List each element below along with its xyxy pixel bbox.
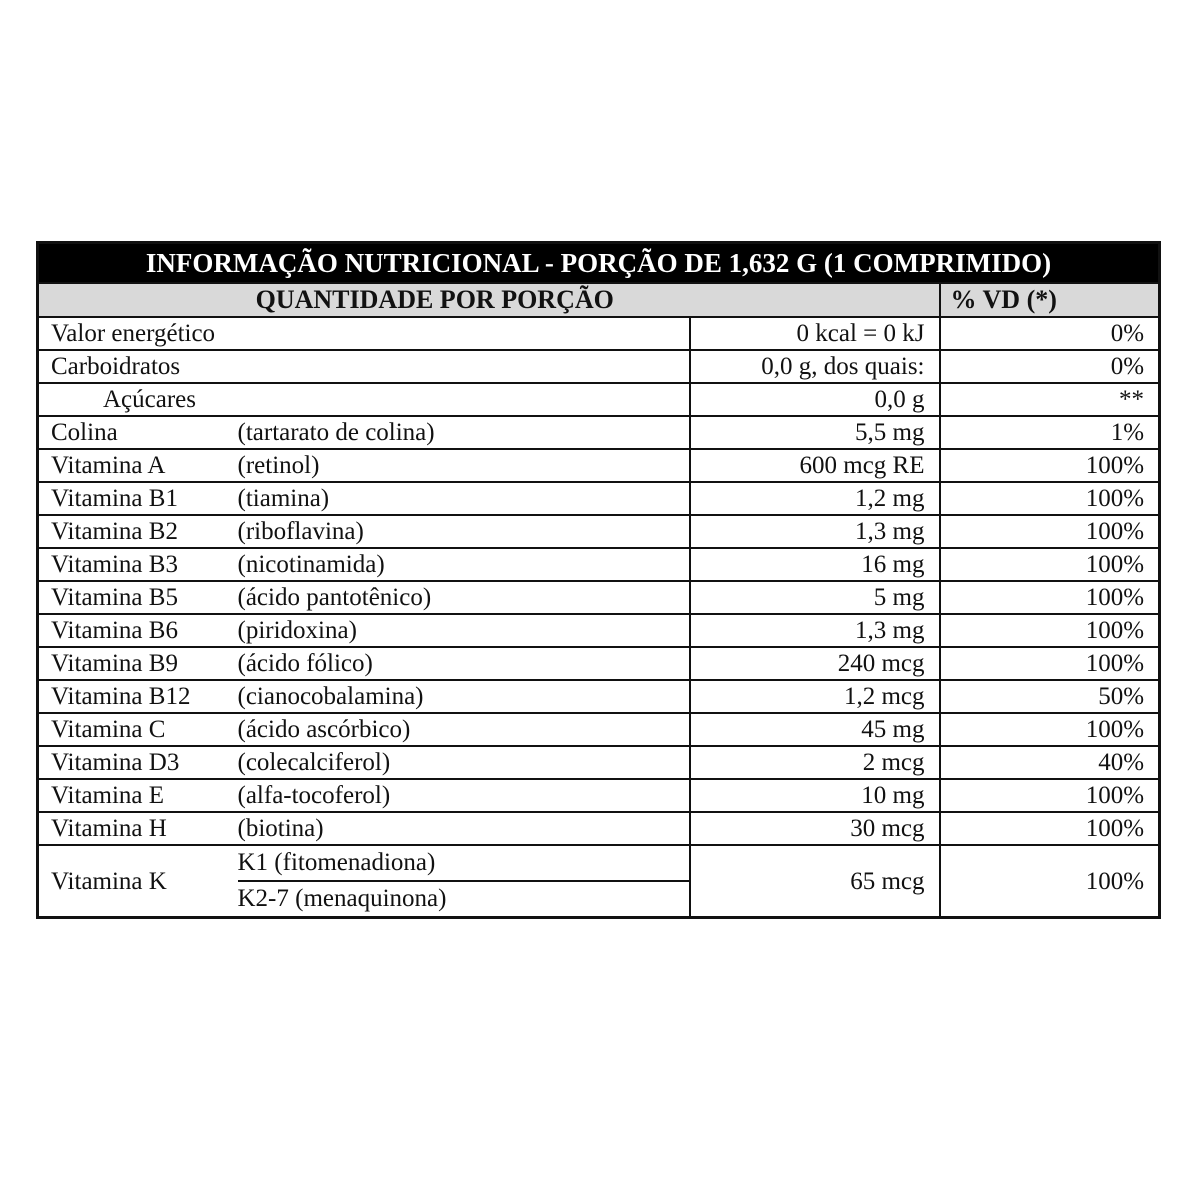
nutrient-name: Vitamina B5 — [38, 581, 238, 614]
nutrient-name: Valor energético — [38, 317, 690, 350]
nutrient-dv: 1% — [940, 416, 1160, 449]
nutrient-dv: 100% — [940, 581, 1160, 614]
table-row — [38, 581, 1160, 614]
nutrient-form: (alfa-tocoferol) — [238, 779, 690, 812]
table-row — [38, 350, 1160, 383]
nutrient-amount: 65 mcg — [690, 845, 940, 918]
nutrient-dv: 100% — [940, 647, 1160, 680]
nutrient-name: Açúcares — [38, 383, 690, 416]
table-row-vitamin-k — [38, 845, 1160, 918]
nutrient-name: Vitamina H — [38, 812, 238, 845]
nutrient-name: Vitamina B9 — [38, 647, 238, 680]
table-row — [38, 647, 1160, 680]
table-row — [38, 779, 1160, 812]
table-row — [38, 713, 1160, 746]
nutrient-amount: 0,0 g, dos quais: — [690, 350, 940, 383]
nutrient-name: Colina — [38, 416, 238, 449]
table-row — [38, 416, 1160, 449]
nutrient-form: (ácido ascórbico) — [238, 713, 690, 746]
nutrient-dv: ** — [940, 383, 1160, 416]
nutrient-form: (riboflavina) — [238, 515, 690, 548]
table-row — [38, 680, 1160, 713]
nutrient-amount: 45 mg — [690, 713, 940, 746]
nutrient-form: (tiamina) — [238, 482, 690, 515]
table-row — [38, 548, 1160, 581]
nutrient-dv: 100% — [940, 779, 1160, 812]
nutrient-amount: 10 mg — [690, 779, 940, 812]
nutrition-facts-table — [36, 241, 1161, 919]
nutrient-amount: 5 mg — [690, 581, 940, 614]
nutrient-dv: 100% — [940, 548, 1160, 581]
header-row — [38, 283, 1160, 317]
nutrient-form: (ácido pantotênico) — [238, 581, 690, 614]
nutrient-dv: 100% — [940, 812, 1160, 845]
table-row — [38, 746, 1160, 779]
nutrient-amount: 2 mcg — [690, 746, 940, 779]
nutrient-dv: 100% — [940, 515, 1160, 548]
nutrient-dv: 40% — [940, 746, 1160, 779]
nutrient-amount: 240 mcg — [690, 647, 940, 680]
nutrient-form: (piridoxina) — [238, 614, 690, 647]
nutrient-name: Vitamina K — [38, 845, 238, 918]
nutrient-form: (biotina) — [238, 812, 690, 845]
nutrient-name: Vitamina B6 — [38, 614, 238, 647]
nutrient-amount: 1,3 mg — [690, 515, 940, 548]
nutrient-amount: 0,0 g — [690, 383, 940, 416]
table-row — [38, 449, 1160, 482]
table-row — [38, 812, 1160, 845]
nutrient-dv: 100% — [940, 614, 1160, 647]
nutrient-form: (ácido fólico) — [238, 647, 690, 680]
nutrient-name: Vitamina B1 — [38, 482, 238, 515]
nutrient-name: Carboidratos — [38, 350, 690, 383]
nutrient-name: Vitamina A — [38, 449, 238, 482]
table-row — [38, 614, 1160, 647]
nutrient-form: (nicotinamida) — [238, 548, 690, 581]
nutrient-dv: 0% — [940, 350, 1160, 383]
vitamin-k1-form: K1 (fitomenadiona) — [238, 846, 689, 882]
vitamin-k-forms — [238, 845, 690, 918]
nutrient-name: Vitamina C — [38, 713, 238, 746]
nutrient-name: Vitamina B3 — [38, 548, 238, 581]
table-row — [38, 482, 1160, 515]
nutrient-amount: 1,2 mg — [690, 482, 940, 515]
daily-value-header: % VD (*) — [940, 283, 1160, 317]
nutrient-form: (cianocobalamina) — [238, 680, 690, 713]
table-row — [38, 515, 1160, 548]
nutrient-dv: 0% — [940, 317, 1160, 350]
vitamin-k2-form: K2-7 (menaquinona) — [237, 885, 447, 912]
table-row — [38, 317, 1160, 350]
nutrient-name: Vitamina D3 — [38, 746, 238, 779]
nutrient-dv: 100% — [940, 845, 1160, 918]
nutrient-dv: 100% — [940, 482, 1160, 515]
table-title: INFORMAÇÃO NUTRICIONAL - PORÇÃO DE 1,632 G (1 COMPRIMIDO) — [38, 243, 1160, 284]
nutrient-amount: 1,2 mcg — [690, 680, 940, 713]
nutrient-name: Vitamina E — [38, 779, 238, 812]
quantity-header: QUANTIDADE POR PORÇÃO — [38, 283, 940, 317]
nutrient-form: (retinol) — [238, 449, 690, 482]
nutrient-form: (tartarato de colina) — [238, 416, 690, 449]
nutrient-amount: 1,3 mg — [690, 614, 940, 647]
nutrient-amount: 30 mcg — [690, 812, 940, 845]
nutrient-dv: 50% — [940, 680, 1160, 713]
nutrient-dv: 100% — [940, 713, 1160, 746]
nutrient-amount: 0 kcal = 0 kJ — [690, 317, 940, 350]
nutrient-dv: 100% — [940, 449, 1160, 482]
title-row — [38, 243, 1160, 284]
nutrient-amount: 16 mg — [690, 548, 940, 581]
nutrient-name: Vitamina B12 — [38, 680, 238, 713]
nutrient-amount: 600 mcg RE — [690, 449, 940, 482]
nutrient-name: Vitamina B2 — [38, 515, 238, 548]
table-row — [38, 383, 1160, 416]
nutrient-form: (colecalciferol) — [238, 746, 690, 779]
nutrient-amount: 5,5 mg — [690, 416, 940, 449]
